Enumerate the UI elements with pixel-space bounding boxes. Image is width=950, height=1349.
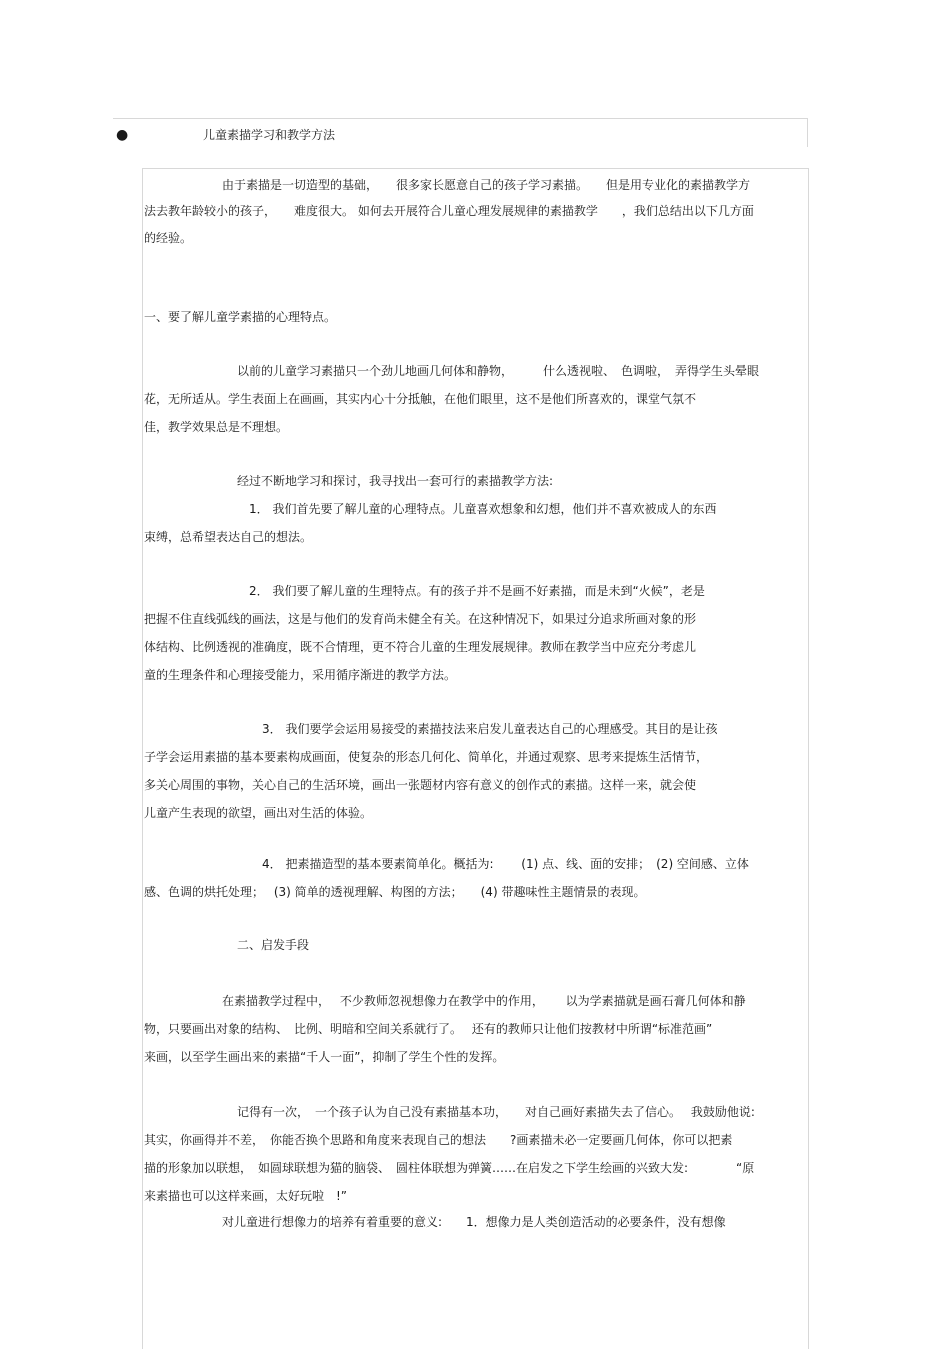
list-item-line: 把握不住直线弧线的画法，这是与他们的发育尚未健全有关。在这种情况下，如果过分追求所画对象的形 [144, 612, 697, 626]
paragraph-line: 以前的儿童学习素描只一个劲儿地画几何体和静物， 什么透视啦、 色调啦， 弄得学生头晕眼 [237, 364, 760, 378]
section-heading: 二、启发手段 [237, 938, 310, 952]
paragraph-line: 描的形象加以联想， 如圆球联想为猫的脑袋、 圆柱体联想为弹簧……在启发之下学生绘画的兴致大发: “原 [144, 1161, 755, 1175]
paragraph-line: 经过不断地学习和探讨，我寻找出一套可行的素描教学方法: [237, 474, 554, 488]
section-heading: 一、要了解儿童学素描的心理特点。 [144, 310, 337, 324]
paragraph-line: 的经验。 [144, 231, 193, 245]
list-item-line: 2． 我们要了解儿童的生理特点。有的孩子并不是画不好素描，而是未到“火候”，老是 [249, 584, 705, 598]
list-item-line: 体结构、比例透视的准确度，既不合情理，更不符合儿童的生理发展规律。教师在教学当中应充分考虑儿 [144, 640, 697, 654]
document-title: 儿童素描学习和教学方法 [203, 128, 336, 142]
list-item-line: 多关心周围的事物，关心自己的生活环境，画出一张题材内容有意义的创作式的素描。这样一来，就会使 [144, 778, 697, 792]
list-item-line: 束缚，总希望表达自己的想法。 [144, 530, 313, 544]
list-item-line: 童的生理条件和心理接受能力，采用循序渐进的教学方法。 [144, 668, 457, 682]
paragraph-line: 来画，以至学生画出来的素描“千人一面”，抑制了学生个性的发挥。 [144, 1050, 505, 1064]
list-item-line: 4． 把素描造型的基本要素简单化。概括为: (1) 点、线、面的安排； (2) 空间感、立体 [262, 857, 749, 871]
paragraph-line: 佳，教学效果总是不理想。 [144, 420, 289, 434]
paragraph-line: 法去教年龄较小的孩子， 难度很大。 如何去开展符合儿童心理发展规律的素描教学 ，我们总结出以下几方面 [144, 204, 754, 218]
paragraph-line: 对儿童进行想像力的培养有着重要的意义: 1．想像力是人类创造活动的必要条件，没有想像 [222, 1215, 726, 1229]
list-item-line: 子学会运用素描的基本要素构成画面，使复杂的形态几何化、简单化，并通过观察、思考来提炼生活情节， [144, 750, 709, 764]
paragraph-line: 花，无所适从。学生表面上在画画，其实内心十分抵触，在他们眼里，这不是他们所喜欢的，课堂气氛不 [144, 392, 697, 406]
paragraph-line: 来素描也可以这样来画，太好玩啦 !” [144, 1189, 348, 1203]
paragraph-line: 在素描教学过程中， 不少教师忽视想像力在教学中的作用， 以为学素描就是画石膏几何体和静 [222, 994, 746, 1008]
paragraph-line: 由于素描是一切造型的基础， 很多家长愿意自己的孩子学习素描。 但是用专业化的素描教学方 [222, 178, 751, 192]
list-item-line: 儿童产生表现的欲望，画出对生活的体验。 [144, 806, 373, 820]
paragraph-line: 物，只要画出对象的结构、 比例、明暗和空间关系就行了。 还有的教师只让他们按教材中所谓“标准范画” [144, 1022, 713, 1036]
paragraph-line: 记得有一次， 一个孩子认为自己没有素描基本功， 对自己画好素描失去了信心。 我鼓励他说: [237, 1105, 755, 1119]
bullet-icon: ● [116, 127, 129, 143]
list-item-line: 1． 我们首先要了解儿童的心理特点。儿童喜欢想象和幻想，他们并不喜欢被成人的东西 [249, 502, 717, 516]
paragraph-line: 其实，你画得并不差， 你能否换个思路和角度来表现自己的想法 ?画素描未必一定要画几何体，你可以把素 [144, 1133, 733, 1147]
list-item-line: 感、色调的烘托处理； (3) 简单的透视理解、构图的方法； (4) 带趣味性主题情景的表现。 [144, 885, 646, 899]
list-item-line: 3． 我们要学会运用易接受的素描技法来启发儿童表达自己的心理感受。其目的是让孩 [262, 722, 718, 736]
